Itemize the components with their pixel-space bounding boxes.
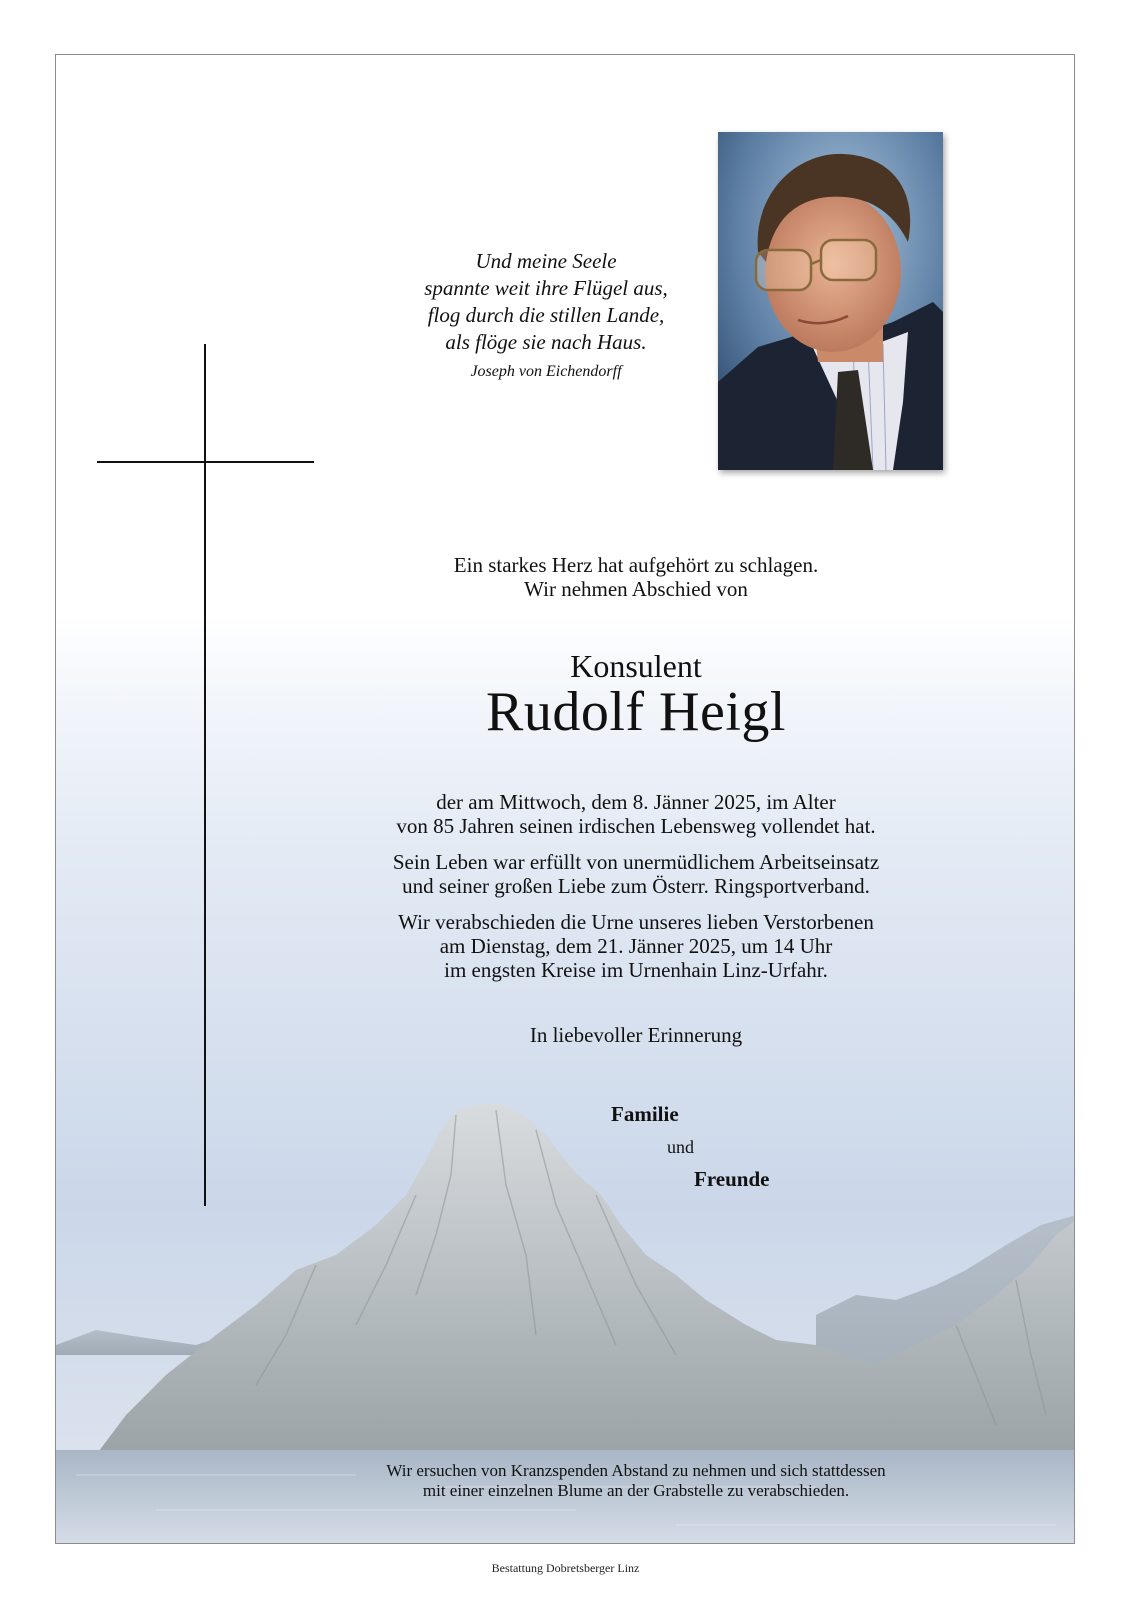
cross-icon xyxy=(204,344,206,1206)
intro-line: Ein starkes Herz hat aufgehört zu schlagen. xyxy=(453,553,819,577)
request-line: Wir ersuchen von Kranzspenden Abstand zu nehmen und sich stattdessen xyxy=(386,1461,886,1480)
paragraph-line: am Dienstag, dem 21. Jänner 2025, um 14 Uhr xyxy=(439,934,833,958)
death-notice-paragraph xyxy=(316,790,956,838)
funeral-home-footer: Bestattung Dobretsberger Linz xyxy=(491,1561,640,1575)
paragraph-line: der am Mittwoch, dem 8. Jänner 2025, im Alter xyxy=(436,790,836,814)
poem-line: als flöge sie nach Haus. xyxy=(445,330,647,354)
signature-friends: Freunde xyxy=(694,1167,770,1191)
poem-author: Joseph von Eichendorff xyxy=(470,363,622,380)
obituary-card xyxy=(55,54,1075,1544)
closing-text: In liebevoller Erinnerung xyxy=(529,1023,743,1047)
deceased-title: Konsulent xyxy=(570,648,702,684)
paragraph-line: von 85 Jahren seinen irdischen Lebensweg vollendet hat. xyxy=(396,814,876,838)
paragraph-line: im engsten Kreise im Urnenhain Linz-Urfahr. xyxy=(444,958,828,982)
signature-and: und xyxy=(667,1137,694,1157)
cross-icon-bar xyxy=(97,461,314,463)
deceased-name: Rudolf Heigl xyxy=(486,681,786,743)
farewell-paragraph xyxy=(316,910,956,982)
flower-request xyxy=(296,1461,976,1501)
signature-family: Familie xyxy=(611,1102,679,1126)
intro-line: Wir nehmen Abschied von xyxy=(524,577,748,601)
paragraph-line: Wir verabschieden die Urne unseres lieben Verstorbenen xyxy=(398,910,874,934)
intro-text xyxy=(316,553,956,601)
poem-line: Und meine Seele xyxy=(475,249,617,273)
request-line: mit einer einzelnen Blume an der Grabstelle zu verabschieden. xyxy=(422,1481,850,1500)
paragraph-line: und seiner großen Liebe zum Österr. Ringsportverband. xyxy=(402,874,870,898)
paragraph-line: Sein Leben war erfüllt von unermüdlichem Arbeitseinsatz xyxy=(392,850,880,874)
poem-line: flog durch die stillen Lande, xyxy=(427,303,665,327)
life-paragraph xyxy=(316,850,956,898)
poem-line: spannte weit ihre Flügel aus, xyxy=(424,276,668,300)
poem xyxy=(376,248,716,383)
portrait-photo xyxy=(718,132,943,470)
